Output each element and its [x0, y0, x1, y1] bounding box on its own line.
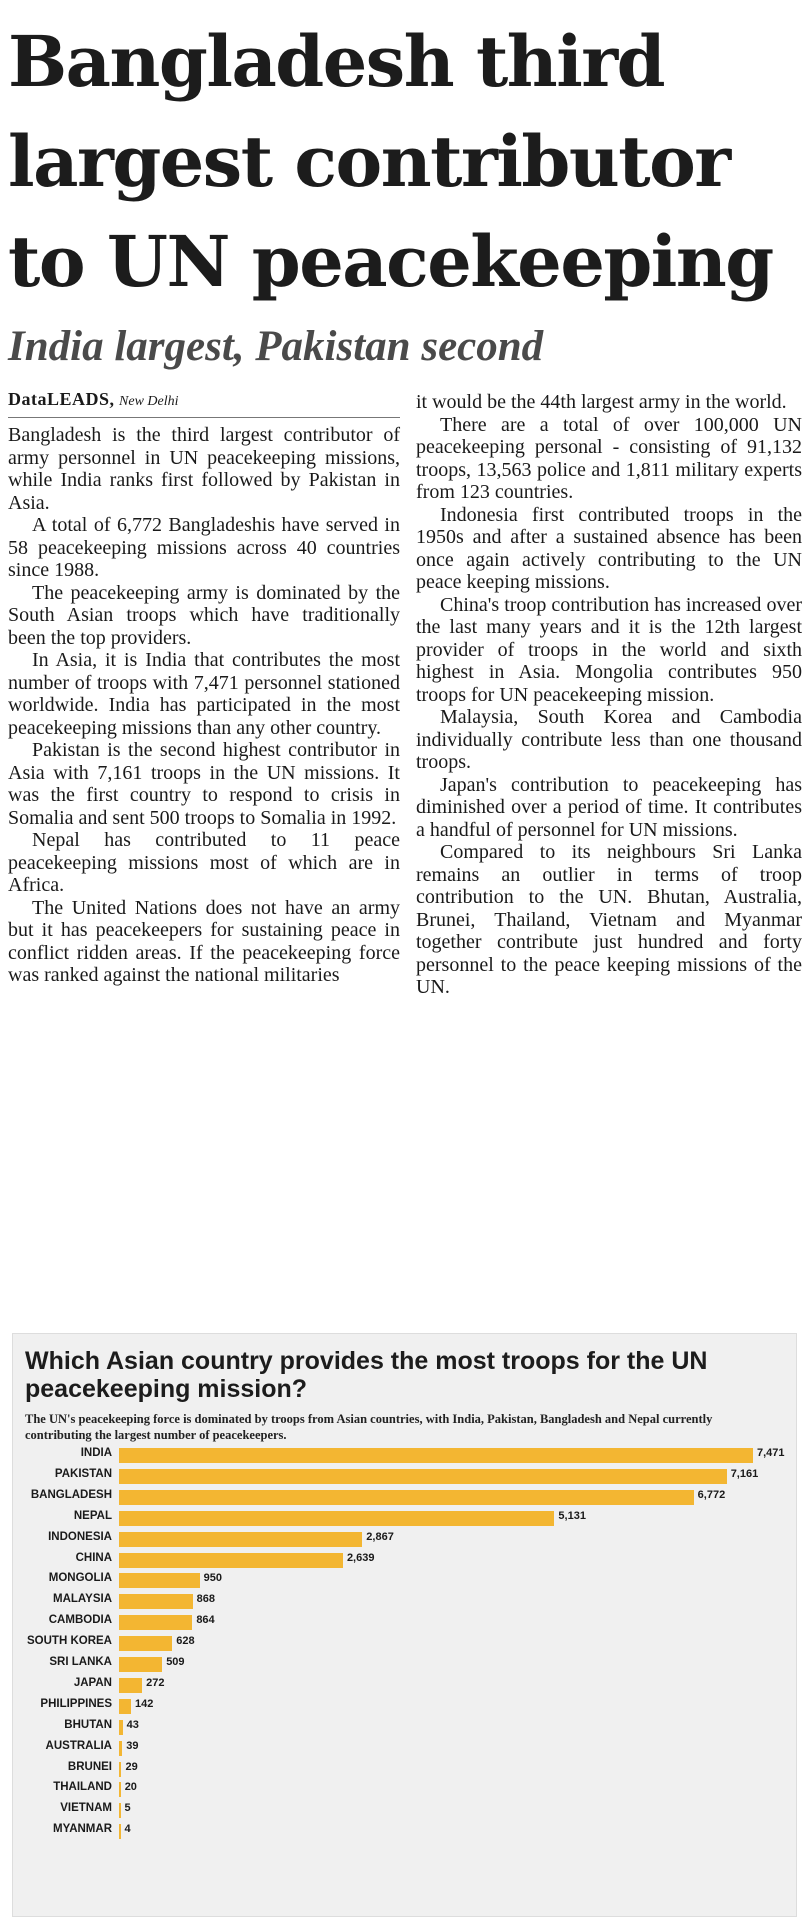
bar — [119, 1741, 122, 1756]
bar-label: PHILIPPINES — [40, 1697, 112, 1710]
bar-label: INDONESIA — [48, 1530, 112, 1543]
bar — [119, 1803, 121, 1818]
paragraph: it would be the 44th largest army in the world. — [416, 391, 787, 413]
bar — [119, 1594, 193, 1609]
byline-rule — [8, 417, 400, 418]
bar — [119, 1490, 694, 1505]
bar — [119, 1657, 162, 1672]
bar-value: 5 — [124, 1802, 131, 1815]
bar-value: 6,772 — [697, 1488, 726, 1501]
bar-value: 43 — [126, 1718, 139, 1731]
bar-value: 142 — [135, 1697, 154, 1710]
bar-label: BANGLADESH — [30, 1488, 112, 1501]
bar — [119, 1448, 753, 1463]
bar-label: VIETNAM — [60, 1802, 112, 1815]
infographic-description: The UN's peacekeeping force is dominated by troops from Asian countries, with India, Pakistan, Bangladesh and Nepal currently contributing the largest number of peacekeepers. — [25, 1412, 713, 1442]
bar-row — [13, 1633, 793, 1654]
bar — [119, 1782, 121, 1797]
bar — [119, 1573, 200, 1588]
headline-line-2: largest contributor — [8, 120, 730, 203]
article-column-left — [8, 388, 400, 987]
byline-org: DataLEADS, — [8, 389, 115, 409]
bar-value: 2,639 — [346, 1551, 375, 1564]
infographic — [12, 1333, 797, 1917]
bar-value: 7,471 — [757, 1447, 785, 1459]
bar-value: 272 — [146, 1676, 165, 1689]
bar-value: 5,131 — [558, 1509, 586, 1522]
paragraph: There are a total of over 100,000 UN peacekeeping personal - consisting of 91,132 troops, 13,563 police and 1,811 military experts from 123 countries. — [416, 413, 802, 503]
bar-row — [13, 1696, 793, 1717]
bar-label: BRUNEI — [67, 1760, 112, 1773]
bar-value: 868 — [196, 1593, 216, 1606]
subheadline: India largest, Pakistan second — [8, 323, 544, 370]
bar-label: CAMBODIA — [48, 1614, 112, 1627]
bar-label: SOUTH KOREA — [27, 1635, 112, 1648]
bar-value: 950 — [203, 1572, 222, 1585]
bar-label: SRI LANKA — [49, 1656, 112, 1668]
bar-row — [13, 1738, 793, 1759]
bar-label: JAPAN — [73, 1676, 112, 1689]
bar-row — [13, 1779, 793, 1800]
bar-row — [13, 1759, 793, 1780]
headline-line-3: to UN peacekeeping — [8, 220, 773, 303]
paragraph: China's troop contribution has increased over the last many years and it is the 12th largest provider of troops in the world and sixth highest in Asia. Mongolia contributes 950 troops for UN peacekeeping mission. — [416, 593, 802, 706]
bar-label: BHUTAN — [64, 1718, 112, 1731]
bar — [119, 1553, 343, 1568]
bar-row — [13, 1612, 793, 1633]
bar-value: 4 — [124, 1823, 131, 1836]
bar-row — [13, 1821, 793, 1842]
bar-value: 20 — [124, 1781, 137, 1794]
bar — [119, 1762, 121, 1777]
bar-row — [13, 1466, 793, 1487]
byline-place: New Delhi — [119, 394, 179, 409]
bar-value: 509 — [166, 1656, 185, 1668]
bar — [119, 1824, 121, 1839]
bar-row — [13, 1487, 793, 1508]
paragraph: Indonesia first contributed troops in the 1950s and after a sustained absence has been once again actively contributing to the UN peace keeping missions. — [416, 503, 802, 593]
bar-value: 39 — [126, 1739, 139, 1752]
bar-label: MALAYSIA — [53, 1593, 112, 1606]
bar-row — [13, 1654, 793, 1675]
bar-label: MYANMAR — [53, 1823, 112, 1836]
bar-row — [13, 1508, 793, 1529]
paragraph: Bangladesh is the third largest contributor of army personnel in UN peacekeeping missions, while India ranks first followed by Pakistan in Asia. — [8, 424, 400, 514]
paragraph: Malaysia, South Korea and Cambodia individually contribute less than one thousand troops. — [416, 706, 802, 773]
headline-line-1: Bangladesh third — [8, 20, 665, 103]
bar-value: 628 — [176, 1635, 195, 1648]
bar-label: THAILAND — [53, 1781, 112, 1794]
paragraph: A total of 6,772 Bangladeshis have served in 58 peacekeeping missions across 40 countries since 1988. — [8, 514, 400, 581]
bar — [119, 1511, 554, 1526]
bar-row — [13, 1570, 793, 1591]
paragraph: Japan's contribution to peacekeeping has diminished over a period of time. It contributes a handful of personnel for UN missions. — [416, 773, 802, 841]
paragraph: Pakistan is the second highest contributor in Asia with 7,161 troops in the UN missions. It was the first country to respond to crisis in Somalia and sent 500 troops to Somalia in 1992. — [8, 739, 400, 829]
bar-row — [13, 1591, 793, 1612]
bar — [119, 1720, 123, 1735]
paragraph: Compared to its neighbours Sri Lanka remains an outlier in terms of troop contribution to the UN. Bhutan, Australia, Brunei, Thailand, Vietnam and Myanmar together contribute just hundred and forty personnel to the peace keeping missions of the UN. — [416, 841, 802, 998]
bar — [119, 1636, 172, 1651]
bar — [119, 1615, 192, 1630]
paragraph: The peacekeeping army is dominated by the South Asian troops which have traditionally been the top providers. — [8, 581, 400, 649]
bar-row — [13, 1529, 793, 1550]
bar-label: PAKISTAN — [54, 1467, 112, 1480]
bar-row — [13, 1445, 793, 1466]
bar-row — [13, 1675, 793, 1696]
bar — [119, 1532, 362, 1547]
bar-value: 2,867 — [366, 1530, 394, 1543]
bar-label: INDIA — [80, 1447, 112, 1459]
bar-row — [13, 1800, 793, 1821]
bar-row — [13, 1550, 793, 1571]
bar-label: CHINA — [75, 1551, 112, 1564]
infographic-title: Which Asian country provides the most troops for the UN peacekeeping mission? — [25, 1347, 708, 1403]
article-column-right — [416, 391, 802, 999]
paragraph: Nepal has contributed to 11 peace peacekeeping missions most of which are in Africa. — [8, 829, 400, 896]
bar-value: 864 — [196, 1614, 215, 1627]
bar-value: 7,161 — [730, 1467, 759, 1480]
bar-label: AUSTRALIA — [45, 1739, 112, 1752]
bar — [119, 1469, 727, 1484]
byline — [8, 388, 400, 413]
bar — [119, 1699, 131, 1714]
paragraph: The United Nations does not have an army but it has peacekeepers for sustaining peace in conflict ridden areas. If the peacekeeping force was ranked against the national militaries — [8, 896, 400, 986]
bar — [119, 1678, 142, 1693]
bar-label: MONGOLIA — [48, 1572, 112, 1585]
bar-value: 29 — [125, 1760, 138, 1773]
paragraph: In Asia, it is India that contributes the most number of troops with 7,471 personnel stationed worldwide. India has participated in the most peacekeeping missions than any other country. — [8, 649, 400, 739]
bar-label: NEPAL — [73, 1509, 112, 1522]
bar-row — [13, 1717, 793, 1738]
headline — [8, 12, 798, 312]
